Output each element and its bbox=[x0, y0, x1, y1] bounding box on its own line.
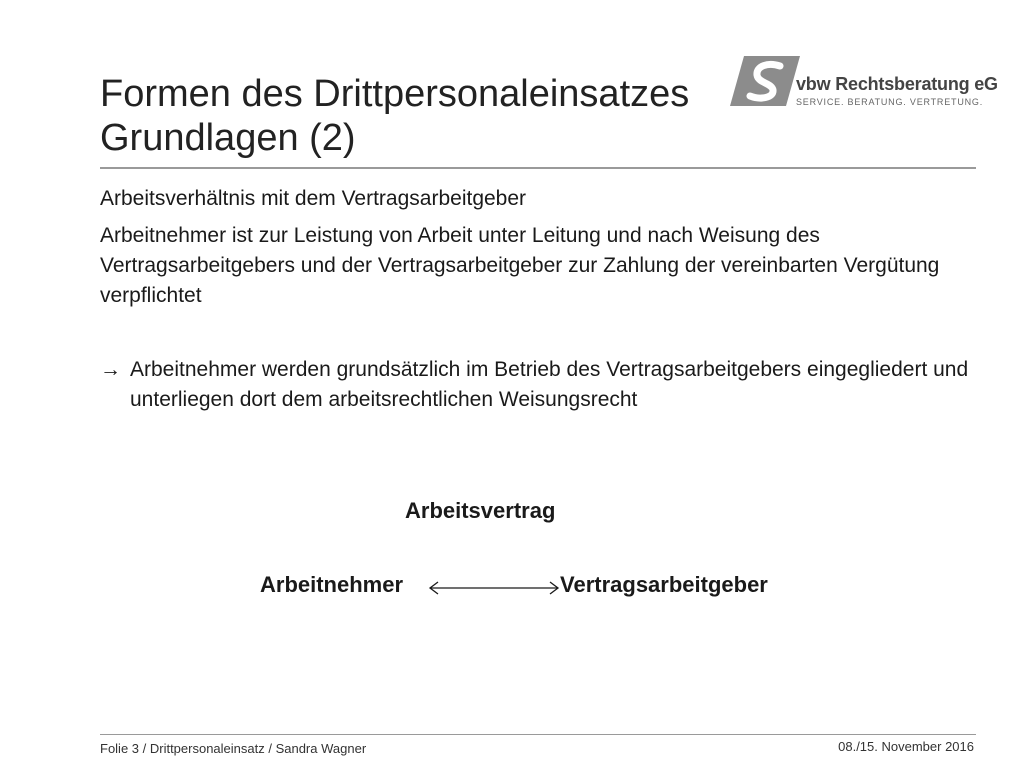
party-contract-employer: Vertragsarbeitgeber bbox=[560, 572, 768, 597]
paragraph-employment-relationship: Arbeitsverhältnis mit dem Vertragsarbeitgeber bbox=[100, 187, 527, 210]
slide-title-line1: Formen des Drittpersonaleinsatzes bbox=[100, 73, 690, 115]
paragraph-integration-text: Arbeitnehmer werden grundsätzlich im Betrieb des Vertragsarbeitgebers eingegliedert und unterliegen dort dem arbeitsrechtlichen Weisungsrecht bbox=[130, 358, 969, 411]
logo-tagline: SERVICE. BERATUNG. VERTRETUNG. bbox=[796, 97, 984, 107]
logo-name: vbw Rechtsberatung eG bbox=[796, 74, 998, 94]
right-arrow-icon: → bbox=[100, 358, 121, 381]
footer-divider bbox=[100, 734, 976, 735]
double-arrow-icon bbox=[426, 578, 562, 598]
footer-date: 08./15. November 2016 bbox=[838, 739, 974, 754]
slide-title bbox=[100, 72, 689, 160]
footer-slide-info: Folie 3 / Drittpersonaleinsatz / Sandra Wagner bbox=[100, 741, 367, 756]
paragraph-employee-obligation: Arbeitnehmer ist zur Leistung von Arbeit unter Leitung und nach Weisung des Vertragsarbeitgebers und der Vertragsarbeitgeber zur Zahlung der vereinbarten Vergütung verpflichtet bbox=[100, 224, 940, 307]
paragraph-integration bbox=[100, 355, 970, 415]
slide-title-line2: Grundlagen (2) bbox=[100, 117, 356, 159]
contract-label: Arbeitsvertrag bbox=[405, 498, 556, 523]
party-employee: Arbeitnehmer bbox=[260, 572, 404, 597]
title-divider bbox=[100, 167, 976, 169]
